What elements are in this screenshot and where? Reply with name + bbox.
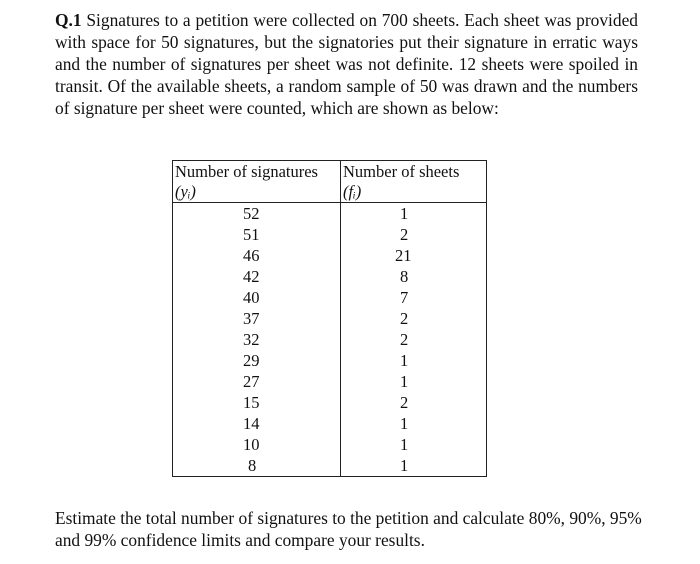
sheets-cell: 1: [341, 434, 487, 455]
sheets-cell: 1: [341, 203, 487, 225]
sheets-cell: 1: [341, 413, 487, 434]
signatures-cell: 27: [173, 371, 341, 392]
sheets-cell: 2: [341, 308, 487, 329]
table-row: [173, 245, 487, 266]
sheets-cell: 1: [341, 455, 487, 477]
table-row: [173, 392, 487, 413]
signature-frequency-table: [172, 160, 487, 477]
sheets-cell: 2: [341, 224, 487, 245]
question-text: Signatures to a petition were collected on 700 sheets. Each sheet was provided with space for 50 signatures, but the signatories put their signature in erratic ways and the number of signatures per sheet was not definite. 12 sheets were spoiled in transit. Of the available sheets, a random sample of 50 was drawn and the numbers of signature per sheet were counted, which are shown as below:: [55, 10, 638, 118]
signatures-cell: 15: [173, 392, 341, 413]
signatures-cell: 42: [173, 266, 341, 287]
header-symbol: (fᵢ): [343, 182, 362, 201]
signatures-cell: 32: [173, 329, 341, 350]
header-number-of-sheets: [341, 161, 487, 203]
header-label: Number of sheets: [343, 162, 460, 181]
signatures-cell: 51: [173, 224, 341, 245]
table-row: [173, 413, 487, 434]
sheets-cell: 2: [341, 329, 487, 350]
signatures-cell: 40: [173, 287, 341, 308]
table-row: [173, 455, 487, 477]
signatures-cell: 29: [173, 350, 341, 371]
closing-instruction: Estimate the total number of signatures to the petition and calculate 80%, 90%, 95% and 99% confidence limits and compare your results.: [55, 508, 642, 550]
table-row: [173, 350, 487, 371]
table-row: [173, 266, 487, 287]
question-number: Q.1: [55, 10, 82, 30]
signature-table-container: [172, 160, 487, 477]
table-header-row: [173, 161, 487, 203]
signatures-cell: 14: [173, 413, 341, 434]
table-row: [173, 224, 487, 245]
signatures-cell: 8: [173, 455, 341, 477]
table-row: [173, 203, 487, 225]
sheets-cell: 1: [341, 371, 487, 392]
signatures-cell: 37: [173, 308, 341, 329]
table-body: [173, 203, 487, 477]
sheets-cell: 8: [341, 266, 487, 287]
table-row: [173, 287, 487, 308]
signatures-cell: 46: [173, 245, 341, 266]
signatures-cell: 10: [173, 434, 341, 455]
sheets-cell: 21: [341, 245, 487, 266]
table-row: [173, 434, 487, 455]
sheets-cell: 7: [341, 287, 487, 308]
signatures-cell: 52: [173, 203, 341, 225]
table-row: [173, 329, 487, 350]
table-row: [173, 308, 487, 329]
header-number-of-signatures: [173, 161, 341, 203]
sheets-cell: 1: [341, 350, 487, 371]
table-row: [173, 371, 487, 392]
header-symbol: (yᵢ): [175, 182, 196, 201]
header-label: Number of signatures: [175, 162, 318, 181]
sheets-cell: 2: [341, 392, 487, 413]
question-paragraph: [55, 9, 638, 119]
